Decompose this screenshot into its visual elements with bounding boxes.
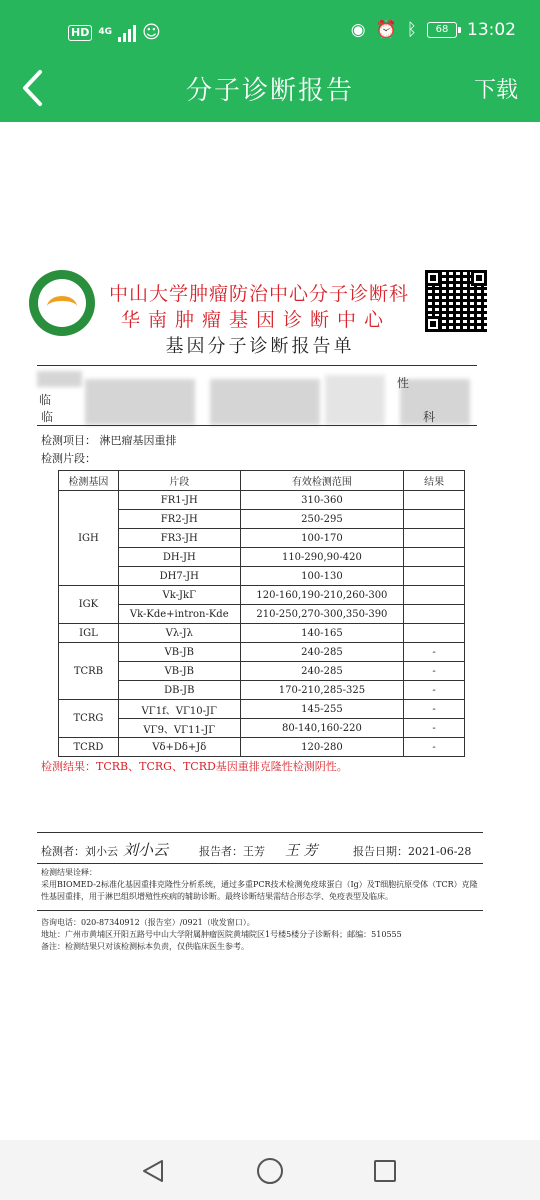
- divider: [37, 425, 477, 426]
- report-title: 基因分子诊断报告单: [165, 336, 355, 357]
- system-nav-bar: [0, 1140, 540, 1200]
- nav-back-button[interactable]: [140, 1158, 166, 1184]
- result-cell: -: [404, 719, 465, 738]
- result-cell: [404, 491, 465, 510]
- result-cell: [404, 605, 465, 624]
- table-row: [59, 605, 465, 624]
- result-cell: [404, 510, 465, 529]
- fragment-cell: DH-JH: [118, 548, 240, 567]
- table-header-cell: 片段: [118, 471, 240, 491]
- table-header-cell: 有效检测范围: [240, 471, 404, 491]
- gene-cell: TCRG: [59, 700, 119, 738]
- table-header-cell: 结果: [404, 471, 465, 491]
- table-row: [59, 662, 465, 681]
- app-bar: [0, 0, 540, 122]
- range-cell: 145-255: [240, 700, 404, 719]
- fragment-cell: FR1-JH: [118, 491, 240, 510]
- table-row: [59, 567, 465, 586]
- result-cell: [404, 529, 465, 548]
- gene-cell: IGL: [59, 624, 119, 643]
- table-header-cell: 检测基因: [59, 471, 119, 491]
- snapchat-icon: ☺: [142, 22, 161, 43]
- address-info: 地址：广州市黄埔区开阳五路号中山大学附属肿瘤医院黄埔院区1号楼5楼分子诊断科；邮编：510555: [41, 930, 402, 939]
- fragment-label: 检测片段：: [41, 452, 96, 465]
- patient-info-char: 临: [41, 410, 54, 424]
- divider: [37, 910, 483, 911]
- result-cell: [404, 548, 465, 567]
- hd-badge: HD: [68, 25, 92, 41]
- fragment-cell: Vδ+Dδ+Jδ: [118, 738, 240, 757]
- alarm-icon: ⏰: [375, 20, 397, 40]
- gene-table: [58, 470, 465, 757]
- fragment-cell: DH7-JH: [118, 567, 240, 586]
- result-cell: -: [404, 681, 465, 700]
- note-line: 采用BIOMED-2标准化基因重排克隆性分析系统，通过多重PCR技术检测免疫球蛋白（Ig）及T细胞抗原受体（TCR）克隆: [41, 880, 478, 889]
- fragment-cell: FR2-JH: [118, 510, 240, 529]
- table-row: [59, 491, 465, 510]
- nav-home-button[interactable]: [257, 1158, 283, 1184]
- result-cell: -: [404, 643, 465, 662]
- hospital-name: 中山大学肿瘤防治中心分子诊断科: [109, 283, 410, 305]
- table-row: [59, 624, 465, 643]
- table-row: [59, 719, 465, 738]
- bluetooth-icon: ᛒ: [406, 20, 417, 40]
- test-result: 检测结果：TCRB、TCRG、TCRD基因重排克隆性检测阴性。: [41, 760, 348, 773]
- fragment-cell: DB-JB: [118, 681, 240, 700]
- patient-info-char: 临: [39, 393, 52, 407]
- range-cell: 140-165: [240, 624, 404, 643]
- redacted-block: [325, 375, 385, 425]
- range-cell: 310-360: [240, 491, 404, 510]
- gene-cell: IGH: [59, 491, 119, 586]
- battery-icon: 68: [427, 22, 457, 38]
- signal-icon: [118, 24, 136, 42]
- table-row: [59, 548, 465, 567]
- redacted-block: [85, 379, 195, 425]
- patient-info-char: 性: [397, 376, 410, 390]
- table-row: [59, 700, 465, 719]
- range-cell: 210-250,270-300,350-390: [240, 605, 404, 624]
- page-title: 分子诊断报告: [185, 76, 354, 106]
- result-cell: -: [404, 700, 465, 719]
- fragment-cell: FR3-JH: [118, 529, 240, 548]
- nav-recent-button[interactable]: [374, 1160, 396, 1182]
- table-row: [59, 510, 465, 529]
- network-type: 4G: [98, 27, 112, 37]
- redacted-block: [37, 371, 82, 387]
- result-cell: [404, 624, 465, 643]
- range-cell: 80-140,160-220: [240, 719, 404, 738]
- range-cell: 110-290,90-420: [240, 548, 404, 567]
- range-cell: 240-285: [240, 643, 404, 662]
- test-item: 检测项目： 淋巴瘤基因重排: [41, 434, 177, 447]
- table-row: [59, 738, 465, 757]
- fragment-cell: Vk-JkΓ: [118, 586, 240, 605]
- table-row: [59, 643, 465, 662]
- note-line: 性基因重排，用于淋巴组织增殖性疾病的辅助诊断。最终诊断结果需结合形态学、免疫表型及临床。: [41, 892, 393, 901]
- divider: [37, 863, 483, 864]
- result-cell: -: [404, 662, 465, 681]
- fragment-cell: Vk-Kde+intron-Kde: [118, 605, 240, 624]
- qr-code: [425, 270, 487, 332]
- range-cell: 240-285: [240, 662, 404, 681]
- range-cell: 120-280: [240, 738, 404, 757]
- fragment-cell: Vλ-Jλ: [118, 624, 240, 643]
- result-cell: -: [404, 738, 465, 757]
- range-cell: 120-160,190-210,260-300: [240, 586, 404, 605]
- eye-icon: ◉: [350, 20, 366, 40]
- redacted-block: [210, 379, 320, 425]
- status-bar: [0, 0, 540, 64]
- note-title: 检测结果诠释：: [41, 868, 97, 877]
- table-row: [59, 681, 465, 700]
- tester-signature: 刘小云: [123, 841, 169, 859]
- hospital-logo: [29, 270, 95, 336]
- clock: 13:02: [467, 20, 516, 40]
- fragment-cell: VB-JB: [118, 662, 240, 681]
- status-left: [68, 22, 161, 43]
- range-cell: 250-295: [240, 510, 404, 529]
- tester: 检测者：刘小云: [41, 845, 118, 858]
- report-viewer[interactable]: [0, 122, 540, 1140]
- report-document: [25, 267, 495, 957]
- triangle-back-icon: [140, 1158, 166, 1184]
- range-cell: 170-210,285-325: [240, 681, 404, 700]
- range-cell: 100-130: [240, 567, 404, 586]
- gene-cell: TCRD: [59, 738, 119, 757]
- result-cell: [404, 586, 465, 605]
- gene-cell: IGK: [59, 586, 119, 624]
- divider: [37, 365, 477, 366]
- gene-cell: TCRB: [59, 643, 119, 700]
- download-button[interactable]: 下载: [473, 78, 518, 103]
- fragment-cell: VB-JB: [118, 643, 240, 662]
- divider: [37, 832, 483, 833]
- table-header-row: [59, 471, 465, 491]
- table-row: [59, 529, 465, 548]
- fragment-cell: VΓ1f、VΓ10-JΓ: [118, 700, 240, 719]
- center-name: 华南肿瘤基因诊断中心: [121, 309, 392, 331]
- fragment-cell: VΓ9、VΓ11-JΓ: [118, 719, 240, 738]
- report-date: 报告日期：2021-06-28: [353, 845, 472, 858]
- reporter: 报告者：王芳: [199, 845, 265, 858]
- contact-info: 咨询电话：020-87340912（报告室）/0921（收发窗口）。: [41, 918, 255, 927]
- table-row: [59, 586, 465, 605]
- remark-info: 备注：检测结果只对该检测标本负责，仅供临床医生参考。: [41, 942, 249, 951]
- result-cell: [404, 567, 465, 586]
- status-right: [351, 20, 516, 40]
- reporter-signature: 王 芳: [285, 843, 318, 859]
- range-cell: 100-170: [240, 529, 404, 548]
- patient-info-char: 科: [423, 410, 436, 424]
